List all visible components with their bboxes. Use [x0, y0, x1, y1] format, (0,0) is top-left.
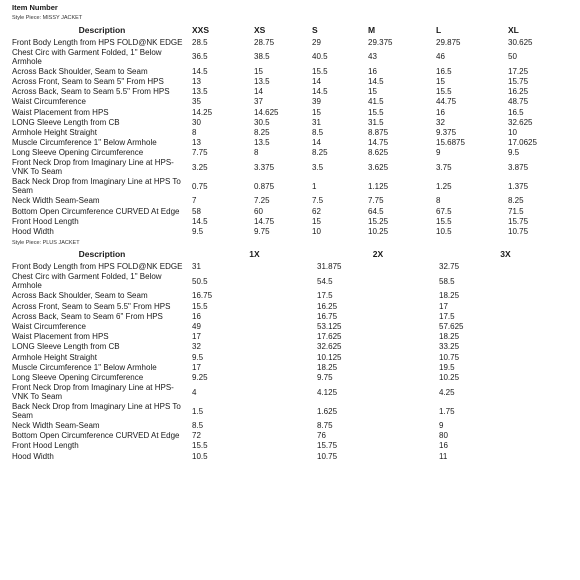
table-row [12, 47, 572, 66]
measurement-value: 53.125 [317, 321, 342, 331]
measurement-value: 4.25 [439, 387, 455, 397]
measurement-value: 8 [192, 127, 197, 137]
measurement-value: 9.5 [192, 227, 204, 237]
measurement-value: 14.5 [192, 216, 208, 226]
measurement-value: 71.5 [508, 206, 524, 216]
measurement-value: 8 [254, 148, 259, 158]
measurement-description: Front Neck Drop from Imaginary Line at HPS-VNK To Seam [12, 383, 174, 401]
measurement-value: 15.75 [317, 441, 338, 451]
measurement-value: 13.5 [254, 76, 270, 86]
measurement-value: 30 [192, 117, 201, 127]
measurement-description: Back Neck Drop from Imaginary Line at HPS To Seam [12, 177, 181, 196]
measurement-value: 13 [192, 138, 201, 148]
measurement-value: 14.5 [312, 87, 328, 97]
measurement-value: 38.5 [254, 52, 270, 62]
table-row [12, 431, 572, 441]
measurement-value: 10.5 [436, 227, 452, 237]
table-row [12, 66, 572, 76]
measurement-value: 28.75 [254, 37, 275, 47]
measurement-value: 3.25 [192, 162, 208, 172]
measurement-value: 39 [312, 97, 321, 107]
table-row [12, 87, 572, 97]
measurement-value: 3.75 [436, 162, 452, 172]
measurement-value: 50.5 [192, 276, 208, 286]
measurement-value: 9.5 [192, 352, 204, 362]
measurement-value: 31 [192, 262, 201, 272]
measurement-description: Back Neck Drop from Imaginary Line at HPS To Seam [12, 402, 181, 420]
measurement-value: 10.25 [368, 227, 389, 237]
measurement-description: Muscle Circumference 1" Below Armhole [12, 138, 157, 148]
measurement-value: 9.75 [254, 227, 270, 237]
measurement-description: Hood Width [12, 451, 54, 461]
plus-size-header: 1X [249, 249, 260, 260]
measurement-value: 8.5 [312, 127, 324, 137]
measurement-value: 17 [439, 301, 448, 311]
missy-size-header: XXS [192, 24, 210, 35]
measurement-value: 16 [368, 66, 377, 76]
measurement-value: 76 [317, 431, 326, 441]
table-row [12, 226, 572, 236]
measurement-value: 10 [508, 127, 517, 137]
measurement-value: 64.5 [368, 206, 384, 216]
measurement-value: 32.625 [317, 342, 342, 352]
measurement-value: 36.5 [192, 52, 208, 62]
measurement-value: 7.75 [192, 148, 208, 158]
measurement-value: 9.375 [436, 127, 457, 137]
measurement-value: 49 [192, 321, 201, 331]
measurement-description: Bottom Open Circumference CURVED At Edge [12, 431, 180, 441]
measurement-value: 9 [439, 421, 444, 431]
measurement-description: Across Back, Seam to Seam 5.5" From HPS [12, 87, 170, 97]
table-row [12, 383, 572, 402]
missy-header-row [12, 23, 572, 37]
measurement-value: 37 [254, 97, 263, 107]
measurement-value: 3.375 [254, 162, 275, 172]
measurement-value: 16.75 [192, 291, 213, 301]
measurement-value: 14 [312, 138, 321, 148]
measurement-value: 16 [436, 107, 445, 117]
measurement-value: 80 [439, 431, 448, 441]
measurement-description: Armhole Height Straight [12, 127, 97, 137]
measurement-value: 29.875 [436, 37, 461, 47]
measurement-value: 8.25 [312, 148, 328, 158]
measurement-value: 32.75 [439, 262, 460, 272]
measurement-value: 17.5 [317, 291, 333, 301]
measurement-value: 32 [436, 117, 445, 127]
measurement-value: 15 [436, 76, 445, 86]
measurement-value: 8.5 [192, 421, 204, 431]
measurement-value: 41.5 [368, 97, 384, 107]
measurement-value: 7.25 [254, 196, 270, 206]
measurement-value: 10 [312, 227, 321, 237]
measurement-value: 17.0625 [508, 138, 537, 148]
measurement-value: 14.625 [254, 107, 279, 117]
table-row [12, 138, 572, 148]
measurement-value: 16.25 [508, 87, 529, 97]
missy-size-header: S [312, 24, 318, 35]
table-row [12, 107, 572, 117]
measurement-value: 17.625 [317, 332, 342, 342]
measurement-value: 15.5 [368, 107, 384, 117]
measurement-description: Front Body Length from HPS FOLD@NK EDGE [12, 262, 183, 272]
measurement-description: Waist Placement from HPS [12, 107, 109, 117]
measurement-value: 15 [368, 87, 377, 97]
measurement-value: 10.25 [439, 372, 460, 382]
measurement-value: 30.625 [508, 37, 533, 47]
measurement-value: 15 [312, 216, 321, 226]
measurement-description: Waist Circumference [12, 97, 86, 107]
measurement-value: 15.5 [192, 301, 208, 311]
measurement-description: Across Back Shoulder, Seam to Seam [12, 291, 148, 301]
table-row [12, 372, 572, 382]
measurement-value: 14.75 [254, 216, 275, 226]
measurement-value: 19.5 [439, 362, 455, 372]
missy-size-header: L [436, 24, 442, 35]
measurement-description: Front Neck Drop from Imaginary Line at HPS-VNK To Seam [12, 158, 174, 177]
measurement-value: 1.375 [508, 181, 529, 191]
measurement-value: 8.875 [368, 127, 389, 137]
measurement-value: 58.5 [439, 276, 455, 286]
table-row [12, 148, 572, 158]
measurement-description: Chest Circ with Garment Folded, 1" Below Armhole [12, 272, 162, 291]
measurement-description: Waist Circumference [12, 321, 86, 331]
table-row [12, 402, 572, 421]
measurement-value: 13.5 [192, 87, 208, 97]
measurement-value: 15.75 [508, 216, 529, 226]
measurement-description: Hood Width [12, 227, 54, 237]
measurement-value: 10.75 [439, 352, 460, 362]
table-row [12, 272, 572, 291]
measurement-value: 18.25 [317, 362, 338, 372]
measurement-value: 4.125 [317, 387, 338, 397]
measurement-value: 4 [192, 387, 197, 397]
measurement-value: 17.5 [439, 311, 455, 321]
measurement-value: 8.625 [368, 148, 389, 158]
measurement-value: 15.5 [436, 216, 452, 226]
table-row [12, 117, 572, 127]
measurement-value: 46 [436, 52, 445, 62]
measurement-value: 9 [436, 148, 441, 158]
missy-size-table [12, 23, 572, 237]
table-row [12, 127, 572, 137]
measurement-value: 0.75 [192, 181, 208, 191]
plus-size-header: 2X [372, 249, 384, 260]
measurement-value: 3.5 [312, 162, 324, 172]
measurement-value: 15.5 [312, 66, 328, 76]
table-row [12, 262, 572, 272]
measurement-value: 16.5 [436, 66, 452, 76]
measurement-value: 8.75 [317, 421, 333, 431]
measurement-value: 32.625 [508, 117, 533, 127]
measurement-description: Neck Width Seam-Seam [12, 196, 100, 206]
measurement-value: 1.5 [192, 406, 204, 416]
measurement-value: 16.5 [508, 107, 524, 117]
measurement-value: 43 [368, 52, 377, 62]
measurement-value: 31 [312, 117, 321, 127]
table-row [12, 321, 572, 331]
measurement-description: Across Front, Seam to Seam 5.5" From HPS [12, 301, 171, 311]
item-number-heading: Item Number [12, 3, 58, 12]
measurement-value: 72 [192, 431, 201, 441]
measurement-description: Across Back, Seam to Seam 6" From HPS [12, 311, 163, 321]
measurement-value: 32 [192, 342, 201, 352]
measurement-value: 54.5 [317, 276, 333, 286]
measurement-value: 10.75 [508, 227, 529, 237]
measurement-value: 16 [192, 311, 201, 321]
table-row [12, 97, 572, 107]
measurement-value: 15.75 [508, 76, 529, 86]
spec-sheet [12, 2, 572, 461]
table-row [12, 76, 572, 86]
measurement-value: 7.5 [312, 196, 324, 206]
table-row [12, 311, 572, 321]
measurement-value: 44.75 [436, 97, 457, 107]
measurement-value: 33.25 [439, 342, 460, 352]
measurement-value: 16 [439, 441, 448, 451]
measurement-value: 16.25 [317, 301, 338, 311]
measurement-value: 3.625 [368, 162, 389, 172]
plus-size-header: 3X [500, 249, 511, 260]
table-row [12, 362, 572, 372]
table-row [12, 451, 572, 461]
measurement-value: 15 [254, 66, 263, 76]
measurement-value: 7 [192, 196, 197, 206]
measurement-description: Armhole Height Straight [12, 352, 97, 362]
measurement-value: 60 [254, 206, 263, 216]
measurement-value: 1.25 [436, 181, 452, 191]
measurement-value: 40.5 [312, 52, 328, 62]
measurement-description: Neck Width Seam-Seam [12, 421, 100, 431]
measurement-value: 1.625 [317, 406, 338, 416]
measurement-value: 7.75 [368, 196, 384, 206]
table-row [12, 177, 572, 196]
measurement-value: 8.25 [508, 196, 524, 206]
measurement-value: 10.125 [317, 352, 342, 362]
missy-size-header: XL [508, 24, 519, 35]
measurement-value: 17 [192, 362, 201, 372]
missy-size-header: M [368, 24, 376, 35]
measurement-value: 9.5 [508, 148, 520, 158]
missy-style-piece-label: Style Piece: MISSY JACKET [12, 15, 83, 21]
measurement-value: 16.75 [317, 311, 338, 321]
measurement-description: LONG Sleeve Length from CB [12, 342, 120, 352]
measurement-value: 50 [508, 52, 517, 62]
measurement-value: 15.5 [436, 87, 452, 97]
measurement-value: 14 [254, 87, 263, 97]
measurement-value: 11 [439, 451, 448, 461]
table-row [12, 216, 572, 226]
missy-description-header: Description [78, 24, 126, 35]
measurement-value: 31.875 [317, 262, 342, 272]
measurement-description: Chest Circ with Garment Folded, 1" Below Armhole [12, 47, 162, 66]
measurement-value: 15.6875 [436, 138, 465, 148]
measurement-value: 14.5 [368, 76, 384, 86]
plus-description-header: Description [78, 249, 126, 260]
measurement-description: Muscle Circumference 1" Below Armhole [12, 362, 157, 372]
measurement-value: 1.125 [368, 181, 389, 191]
measurement-value: 17 [192, 332, 201, 342]
measurement-value: 17.25 [508, 66, 529, 76]
measurement-value: 13 [192, 76, 201, 86]
measurement-description: Front Hood Length [12, 216, 79, 226]
measurement-value: 18.25 [439, 291, 460, 301]
plus-size-table [12, 248, 572, 462]
measurement-value: 29.375 [368, 37, 393, 47]
measurement-value: 57.625 [439, 321, 464, 331]
measurement-description: Across Front, Seam to Seam 5" From HPS [12, 76, 164, 86]
table-row [12, 196, 572, 206]
table-row [12, 37, 572, 47]
table-row [12, 352, 572, 362]
measurement-value: 18.25 [439, 332, 460, 342]
measurement-value: 10.5 [192, 451, 208, 461]
measurement-value: 8.25 [254, 127, 270, 137]
measurement-description: Bottom Open Circumference CURVED At Edge [12, 206, 180, 216]
measurement-value: 62 [312, 206, 321, 216]
measurement-value: 13.5 [254, 138, 270, 148]
measurement-value: 15.25 [368, 216, 389, 226]
measurement-value: 15 [312, 107, 321, 117]
measurement-value: 29 [312, 37, 321, 47]
measurement-value: 10.75 [317, 451, 338, 461]
measurement-value: 3.875 [508, 162, 529, 172]
table-row [12, 332, 572, 342]
measurement-value: 8 [436, 196, 441, 206]
measurement-value: 1 [312, 181, 317, 191]
measurement-description: Front Body Length from HPS FOLD@NK EDGE [12, 37, 183, 47]
missy-size-header: XS [254, 24, 266, 35]
measurement-value: 9.75 [317, 372, 333, 382]
table-row [12, 158, 572, 177]
measurement-value: 14.75 [368, 138, 389, 148]
measurement-value: 30.5 [254, 117, 270, 127]
table-row [12, 291, 572, 301]
measurement-description: Across Back Shoulder, Seam to Seam [12, 66, 148, 76]
table-row [12, 301, 572, 311]
measurement-value: 14.25 [192, 107, 213, 117]
table-row [12, 441, 572, 451]
measurement-value: 31.5 [368, 117, 384, 127]
measurement-description: Waist Placement from HPS [12, 332, 109, 342]
measurement-description: Long Sleeve Opening Circumference [12, 372, 144, 382]
measurement-value: 15.5 [192, 441, 208, 451]
measurement-value: 14 [312, 76, 321, 86]
measurement-value: 1.75 [439, 406, 455, 416]
table-row [12, 421, 572, 431]
table-row [12, 206, 572, 216]
measurement-description: LONG Sleeve Length from CB [12, 117, 120, 127]
measurement-value: 67.5 [436, 206, 452, 216]
measurement-value: 58 [192, 206, 201, 216]
measurement-value: 14.5 [192, 66, 208, 76]
plus-header-row [12, 248, 572, 262]
measurement-value: 28.5 [192, 37, 208, 47]
measurement-value: 0.875 [254, 181, 275, 191]
measurement-value: 35 [192, 97, 201, 107]
plus-style-piece-label: Style Piece: PLUS JACKET [12, 239, 80, 246]
measurement-description: Long Sleeve Opening Circumference [12, 148, 144, 158]
measurement-value: 9.25 [192, 372, 208, 382]
measurement-value: 48.75 [508, 97, 529, 107]
measurement-description: Front Hood Length [12, 441, 79, 451]
table-row [12, 342, 572, 352]
